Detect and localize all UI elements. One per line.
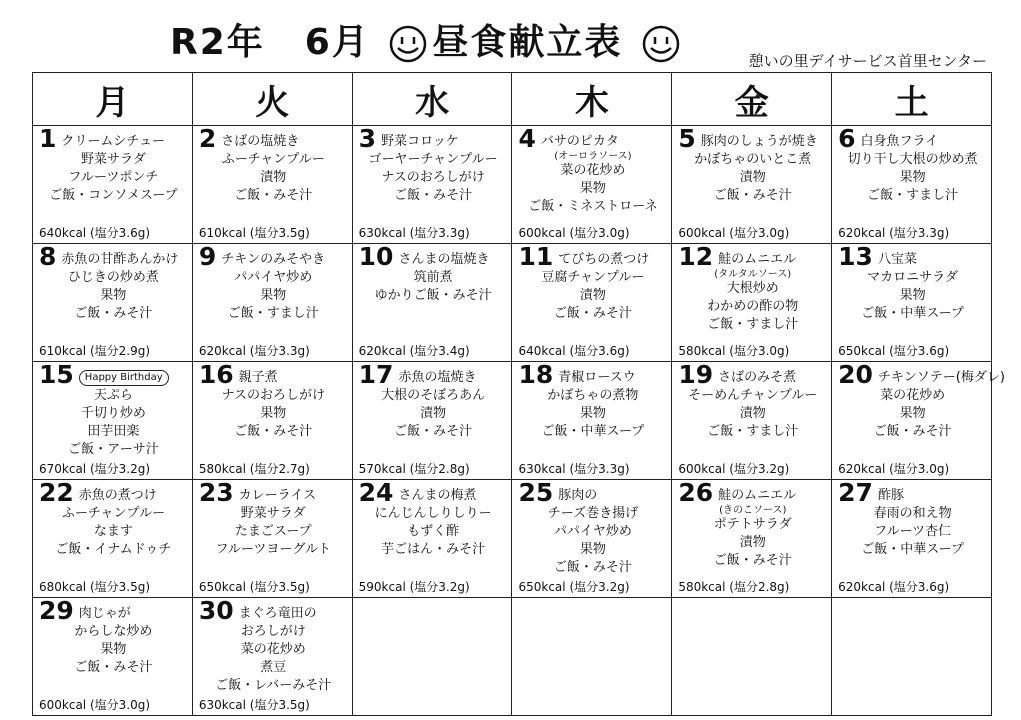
main-dish: 豚肉のしょうが焼き (700, 134, 818, 149)
day-headline (39, 478, 188, 507)
day-headline (358, 360, 508, 389)
day-headline (838, 360, 1005, 389)
day-cell (672, 126, 832, 244)
calorie-salt-info: 600kcal (塩分3.0g) (39, 698, 151, 712)
day-headline (198, 360, 348, 389)
day-number: 9 (198, 242, 217, 271)
menu-item: 天ぷら (93, 388, 133, 403)
day-number: 13 (838, 242, 873, 271)
day-content (33, 598, 192, 677)
day-number: 4 (518, 124, 536, 153)
menu-item: フルーツヨーグルト (215, 542, 332, 557)
menu-item: 豆腐チャンプルー (541, 270, 645, 285)
day-cell (192, 598, 352, 716)
main-dish: 青椒ロースウ (558, 370, 636, 385)
organization-name: 憩いの里デイサービス首里センター (748, 52, 987, 70)
menu-item: 漬物 (420, 406, 447, 421)
day-content (353, 480, 512, 559)
menu-item: ふーチャンプルー (221, 152, 325, 167)
day-headline (518, 242, 667, 271)
day-content (193, 126, 352, 205)
calorie-salt-info: 640kcal (塩分3.6g) (39, 226, 151, 240)
menu-item: ご飯・すまし汁 (707, 424, 799, 439)
day-cell (192, 244, 352, 362)
menu-item: ご飯・みそ汁 (394, 424, 473, 439)
day-content (33, 362, 192, 459)
day-headline (518, 478, 667, 507)
menu-item: (きのこソース) (719, 505, 787, 516)
calorie-salt-info: 680kcal (塩分3.5g) (39, 580, 151, 594)
day-number: 2 (198, 124, 217, 153)
week-row (33, 126, 992, 244)
menu-item: 果物 (260, 406, 287, 421)
day-cell (352, 362, 512, 480)
calorie-salt-info: 640kcal (塩分3.6g) (518, 344, 630, 358)
day-content (832, 244, 991, 323)
day-number: 23 (198, 478, 234, 507)
menu-item: パパイヤ炒め (234, 270, 313, 285)
menu-item: にんじんしりしりー (374, 506, 492, 521)
menu-item: ご飯・みそ汁 (553, 306, 632, 321)
day-headline (198, 596, 348, 625)
day-number: 27 (838, 478, 873, 507)
calorie-salt-info: 650kcal (塩分3.2g) (518, 580, 630, 594)
menu-item: ご飯・イナムドゥチ (55, 542, 172, 557)
empty-day-cell (832, 598, 992, 716)
calorie-salt-info: 650kcal (塩分3.5g) (198, 580, 310, 594)
day-headline (838, 242, 987, 271)
day-headline (358, 124, 508, 153)
day-headline (678, 124, 827, 153)
menu-item: フルーツポンチ (68, 170, 159, 185)
menu-item: 筑前煮 (413, 270, 453, 285)
menu-item: 野菜サラダ (240, 506, 306, 521)
menu-item: 漬物 (260, 170, 287, 185)
day-cell (672, 362, 832, 480)
day-number: 18 (518, 360, 554, 389)
menu-item: 菜の花炒め (240, 642, 306, 657)
day-number: 8 (39, 242, 57, 271)
title-main: 昼食献立表 (432, 22, 623, 63)
main-dish: 酢豚 (877, 488, 904, 503)
menu-item: 千切り炒め (80, 406, 146, 421)
menu-item: そーめんチャンプルー (688, 388, 818, 403)
day-cell (512, 480, 672, 598)
birthday-badge: Happy Birthday (79, 370, 169, 386)
menu-item: たまごスープ (234, 524, 312, 539)
menu-item: ご飯・すまし汁 (227, 306, 319, 321)
main-dish: チキンソテー(梅ダレ) (877, 370, 1005, 385)
day-content (512, 362, 671, 441)
main-dish: 八宝菜 (877, 252, 917, 267)
day-number: 12 (678, 242, 714, 271)
menu-item: ご飯・みそ汁 (234, 424, 313, 439)
menu-item: おろしがけ (240, 624, 306, 639)
calorie-salt-info: 620kcal (塩分3.0g) (838, 462, 950, 476)
calorie-salt-info: 620kcal (塩分3.6g) (838, 580, 950, 594)
menu-item: 田芋田楽 (87, 424, 140, 439)
menu-item: 大根炒め (726, 281, 779, 296)
day-headline (518, 360, 667, 389)
day-cell (352, 244, 512, 362)
day-content (672, 244, 831, 334)
day-cell (192, 362, 352, 480)
page-header (0, 0, 1021, 72)
menu-item: 果物 (260, 288, 287, 303)
menu-item: わかめの酢の物 (707, 299, 799, 314)
day-content (832, 480, 991, 559)
week-row (33, 480, 992, 598)
day-content (33, 244, 192, 323)
day-cell (33, 480, 193, 598)
menu-item: ナスのおろしがけ (381, 170, 485, 185)
menu-item: ご飯・みそ汁 (713, 553, 792, 568)
menu-item: チーズ巻き揚げ (547, 506, 639, 521)
calorie-salt-info: 600kcal (塩分3.2g) (678, 462, 790, 476)
menu-item: 漬物 (739, 535, 766, 550)
menu-item: からしな炒め (74, 624, 153, 639)
day-number: 25 (518, 478, 554, 507)
day-cell (672, 244, 832, 362)
day-number: 22 (39, 478, 74, 507)
day-number: 16 (198, 360, 234, 389)
day-content (33, 480, 192, 559)
page-title (170, 14, 685, 65)
empty-day-cell (672, 598, 832, 716)
day-headline (39, 242, 188, 271)
menu-item: 果物 (100, 288, 127, 303)
menu-item: ご飯・みそ汁 (74, 660, 153, 675)
menu-item: ご飯・みそ汁 (394, 188, 473, 203)
menu-item: マカロニサラダ (867, 270, 958, 285)
day-headline (198, 124, 348, 153)
menu-item: ご飯・すまし汁 (707, 317, 799, 332)
menu-item: 煮豆 (260, 660, 287, 675)
day-cell (512, 126, 672, 244)
menu-item: 果物 (579, 181, 606, 196)
calorie-salt-info: 600kcal (塩分3.0g) (678, 226, 790, 240)
menu-item: パパイヤ炒め (553, 524, 632, 539)
menu-item: ご飯・中華スープ (541, 424, 645, 439)
day-cell (512, 362, 672, 480)
main-dish: チキンのみそやき (221, 252, 326, 267)
main-dish: 豚肉の (558, 488, 598, 503)
calorie-salt-info: 620kcal (塩分3.3g) (198, 344, 310, 358)
menu-item: (タルタルソース) (714, 269, 792, 280)
main-dish: てびちの煮つけ (558, 252, 650, 267)
day-headline (39, 596, 188, 625)
empty-day-cell (512, 598, 672, 716)
main-dish: まぐろ竜田の (238, 606, 317, 621)
calorie-salt-info: 630kcal (塩分3.5g) (198, 698, 310, 712)
menu-item: ご飯・みそ汁 (234, 188, 313, 203)
calorie-salt-info: 630kcal (塩分3.3g) (358, 226, 470, 240)
calorie-salt-info: 580kcal (塩分2.8g) (678, 580, 790, 594)
main-dish: 赤魚の塩焼き (398, 370, 477, 385)
day-cell (33, 244, 193, 362)
menu-item: ふーチャンプルー (61, 506, 165, 521)
main-dish: 野菜コロッケ (381, 134, 459, 149)
day-content (33, 126, 192, 205)
day-headline (678, 242, 827, 271)
menu-item: 果物 (899, 288, 926, 303)
menu-item: なます (93, 524, 133, 539)
weekday-thu: 木 (512, 73, 672, 126)
day-content (193, 244, 352, 323)
day-headline (198, 478, 348, 507)
weekday-wed: 水 (352, 73, 512, 126)
smiley-icon (388, 24, 428, 64)
main-dish: 鮭のムニエル (718, 252, 797, 267)
day-content (193, 598, 352, 695)
day-headline (678, 360, 827, 389)
menu-item: ご飯・ミネストローネ (528, 199, 658, 214)
day-content (193, 480, 352, 559)
day-cell (832, 360, 1005, 480)
day-content (512, 126, 671, 216)
day-content (672, 480, 831, 570)
menu-item: ご飯・すまし汁 (867, 188, 959, 203)
weekday-mon: 月 (33, 73, 193, 126)
menu-item: 果物 (899, 170, 926, 185)
calorie-salt-info: 610kcal (塩分3.5g) (198, 226, 310, 240)
day-number: 24 (358, 478, 394, 507)
day-number: 20 (838, 360, 873, 389)
day-headline (39, 124, 188, 153)
smiley-icon (641, 24, 681, 64)
title-year: R2年 (170, 22, 265, 63)
menu-item: 菜の花炒め (880, 388, 946, 403)
day-headline (358, 478, 508, 507)
day-number: 19 (678, 360, 714, 389)
menu-item: ご飯・アーサ汁 (68, 442, 159, 457)
menu-item: 芋ごはん・みそ汁 (381, 542, 486, 557)
menu-item: ポテトサラダ (713, 517, 792, 532)
day-content (353, 244, 512, 305)
day-number: 6 (838, 124, 856, 153)
main-dish: 赤魚の煮つけ (78, 488, 157, 503)
calorie-salt-info: 620kcal (塩分3.4g) (358, 344, 470, 358)
title-month: 6月 (304, 22, 370, 63)
menu-item: ゆかりご飯・みそ汁 (374, 288, 492, 303)
menu-calendar (32, 72, 1005, 716)
main-dish: さばの塩焼き (221, 134, 300, 149)
day-number: 5 (678, 124, 696, 153)
menu-item: 果物 (579, 406, 606, 421)
day-headline (198, 242, 348, 271)
menu-item: もずく酢 (407, 524, 460, 539)
day-number: 3 (358, 124, 377, 153)
week-row (33, 362, 992, 480)
day-content (353, 126, 512, 205)
menu-item: ご飯・みそ汁 (553, 560, 632, 575)
day-content (832, 126, 991, 205)
day-number: 17 (358, 360, 394, 389)
menu-item: 野菜サラダ (80, 152, 146, 167)
day-cell (33, 598, 193, 716)
calorie-salt-info: 630kcal (塩分3.3g) (518, 462, 630, 476)
main-dish: カレーライス (238, 488, 317, 503)
calorie-salt-info: 580kcal (塩分3.0g) (678, 344, 790, 358)
day-cell (832, 126, 992, 244)
weekday-sat: 土 (832, 73, 992, 126)
main-dish: 親子煮 (238, 370, 278, 385)
menu-item: 果物 (579, 542, 606, 557)
menu-item: ご飯・みそ汁 (74, 306, 153, 321)
main-dish: 肉じゃが (78, 606, 131, 621)
day-cell (33, 362, 193, 480)
menu-item: 切り干し大根の炒め煮 (847, 152, 978, 167)
day-cell (352, 126, 512, 244)
main-dish: さんまの梅煮 (398, 488, 477, 503)
menu-item: 大根のそぼろあん (381, 388, 486, 403)
calorie-salt-info: 580kcal (塩分2.7g) (198, 462, 310, 476)
menu-item: ご飯・レバーみそ汁 (215, 678, 332, 693)
day-content (672, 126, 831, 205)
menu-item: ひじきの炒め煮 (67, 270, 159, 285)
calorie-salt-info: 670kcal (塩分3.2g) (39, 462, 151, 476)
menu-item: 果物 (100, 642, 127, 657)
day-number: 30 (198, 596, 234, 625)
menu-item: ゴーヤーチャンプルー (368, 152, 498, 167)
main-dish: 鮭のムニエル (718, 488, 797, 503)
menu-item: ナスのおろしがけ (221, 388, 325, 403)
day-content (193, 362, 352, 441)
main-dish: バサのピカタ (540, 134, 619, 149)
main-dish: クリームシチュー (61, 134, 166, 149)
menu-item: フルーツ杏仁 (874, 524, 952, 539)
day-number: 1 (39, 124, 57, 153)
menu-item: かぼちゃのいとこ煮 (694, 152, 812, 167)
day-cell (832, 244, 992, 362)
menu-item: ご飯・コンソメスープ (49, 188, 178, 203)
menu-item: ご飯・中華スープ (861, 542, 964, 557)
day-headline (518, 124, 667, 153)
menu-item: ご飯・みそ汁 (873, 424, 952, 439)
day-content (512, 244, 671, 323)
day-headline (678, 478, 827, 507)
menu-item: 漬物 (579, 288, 606, 303)
calorie-salt-info: 600kcal (塩分3.0g) (518, 226, 630, 240)
day-cell (832, 480, 992, 598)
calorie-salt-info: 610kcal (塩分2.9g) (39, 344, 151, 358)
calorie-salt-info: 650kcal (塩分3.6g) (838, 344, 950, 358)
menu-item: かぼちゃの煮物 (547, 388, 639, 403)
menu-item: 漬物 (739, 170, 766, 185)
day-content (353, 362, 512, 441)
menu-item: 菜の花炒め (560, 163, 626, 178)
weekday-header-row (33, 73, 992, 126)
menu-item: ご飯・みそ汁 (713, 188, 792, 203)
day-cell (512, 244, 672, 362)
weekday-tue: 火 (192, 73, 352, 126)
main-dish: 赤魚の甘酢あんかけ (61, 252, 179, 267)
menu-item: 春雨の和え物 (873, 506, 952, 521)
day-cell (192, 480, 352, 598)
day-number: 26 (678, 478, 714, 507)
day-number: 15 (39, 360, 74, 389)
empty-day-cell (352, 598, 512, 716)
menu-item: 漬物 (739, 406, 766, 421)
day-cell (672, 480, 832, 598)
calendar-body (33, 124, 1005, 716)
day-headline (39, 360, 188, 389)
calorie-salt-info: 570kcal (塩分2.8g) (358, 462, 470, 476)
menu-item: ご飯・中華スープ (861, 306, 964, 321)
day-content (832, 360, 1005, 441)
week-row (33, 244, 992, 362)
main-dish: さばのみそ煮 (718, 370, 797, 385)
week-row (33, 598, 992, 716)
day-content (672, 362, 831, 441)
menu-item: 果物 (899, 406, 926, 421)
day-headline (358, 242, 508, 271)
menu-item: (オーロラソース) (554, 151, 632, 162)
day-headline (838, 124, 987, 153)
day-number: 10 (358, 242, 394, 271)
calorie-salt-info: 620kcal (塩分3.3g) (838, 226, 950, 240)
day-content (512, 480, 671, 577)
day-cell (192, 126, 352, 244)
main-dish: さんまの塩焼き (398, 252, 490, 267)
weekday-fri: 金 (672, 73, 832, 126)
day-number: 29 (39, 596, 74, 625)
day-cell (33, 126, 193, 244)
calorie-salt-info: 590kcal (塩分3.2g) (358, 580, 470, 594)
day-number: 11 (518, 242, 554, 271)
day-headline (838, 478, 987, 507)
main-dish: 白身魚フライ (860, 134, 939, 149)
day-cell (352, 480, 512, 598)
